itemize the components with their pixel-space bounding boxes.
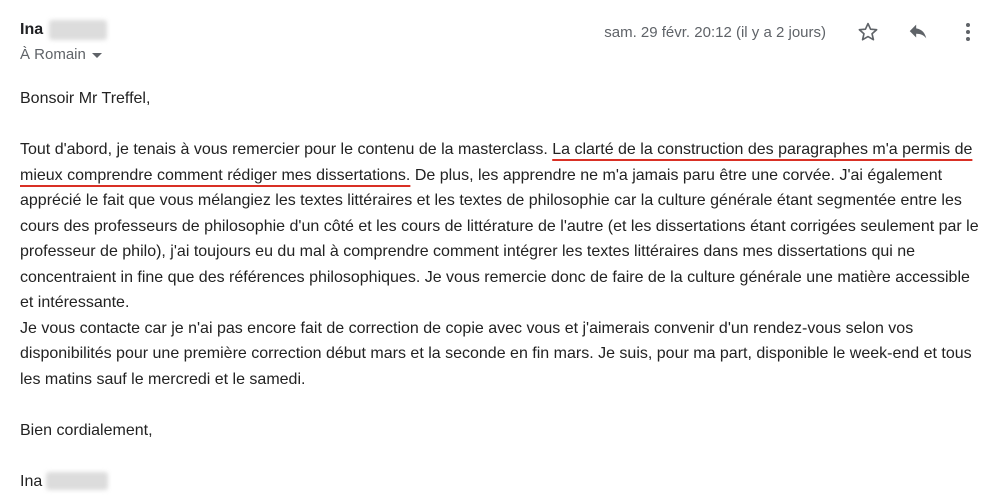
paragraph-2: Je vous contacte car je n'ai pas encore fait de correction de copie avec vous et j'aimerais convenir d'un rendez-vous selon vos disponibilités pour une première correction début mars et la seconde en fin mars. Je suis, pour ma part, disponible le week-end et tous les matins sauf le mercredi et le samedi. (20, 319, 972, 388)
redacted-surname (49, 20, 107, 40)
signature-name: Ina (20, 472, 43, 490)
star-icon (857, 21, 879, 43)
greeting: Bonsoir Mr Treffel, (20, 90, 151, 107)
chevron-down-icon[interactable] (92, 53, 102, 58)
closing: Bien cordialement, (20, 421, 153, 439)
paragraph-1 (20, 137, 980, 316)
reply-button[interactable] (900, 18, 936, 46)
paragraph-1-start: Tout d'abord, je tenais à vous remercier pour le contenu de la masterclass. (20, 141, 553, 158)
message-date: sam. 29 févr. 20:12 (il y a 2 jours) (604, 23, 826, 41)
recipient-label: À Romain (20, 46, 86, 63)
highlighted-sentence: La clarté de la construction des paragraphes m'a permis de mieux comprendre comment rédiger mes dissertations. (20, 141, 973, 184)
message-body (20, 86, 980, 494)
sender-name[interactable]: Ina (20, 21, 44, 38)
signature-row (20, 469, 980, 495)
more-options-button[interactable] (950, 18, 986, 46)
header-tools (604, 18, 986, 46)
star-button[interactable] (850, 18, 886, 46)
redacted-signature-surname (46, 472, 108, 490)
reply-icon (906, 21, 930, 43)
more-vert-icon (964, 21, 972, 43)
recipient-details-toggle[interactable] (20, 46, 1000, 63)
paragraph-1-rest: De plus, les apprendre ne m'a jamais paru être une corvée. J'ai également apprécié le fait que vous mélangiez les textes littéraires et les textes de philosophie car la culture générale étant segmentée entre les cours des professeurs de philosophie d'un côté et les cours de littérature de l'autre (et les dissertations étant corrigées seulement par le professeur de philo), j'ai toujours eu du mal à comprendre comment intégrer les textes littéraires dans mes dissertations qui ne concentraient in fine que des références philosophiques. Je vous remercie donc de faire de la culture générale une matière accessible et intéressante. (20, 166, 979, 311)
